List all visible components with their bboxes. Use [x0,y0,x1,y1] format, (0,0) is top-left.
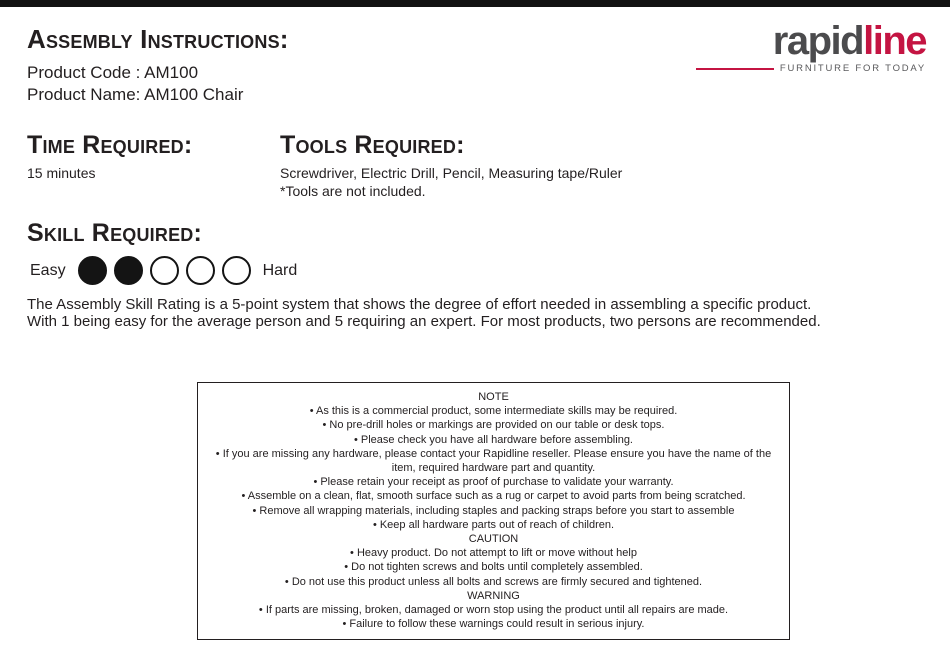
skill-required-heading: Skill Required: [27,219,203,247]
product-info [27,62,289,105]
note-item: • As this is a commercial product, some intermediate skills may be required. [309,405,678,418]
time-required-heading: Time Required: [27,131,193,159]
header [27,26,289,105]
time-required-value: 15 minutes [27,165,96,182]
logo-text-line: line [863,19,926,63]
warning-title: WARNING [467,589,520,602]
caution-title: CAUTION [468,533,519,546]
warning-item: • If parts are missing, broken, damaged or worn stop using the product until all repairs are made. [258,604,729,617]
warning-item: • Failure to follow these warnings could result in serious injury. [342,618,645,631]
skill-required-section [27,220,202,246]
logo-tagline-row [696,63,926,74]
tools-note: *Tools are not included. [280,182,426,199]
product-code: Product Code : AM100 [27,63,199,83]
top-black-bar [0,0,950,7]
caution-item: • Heavy product. Do not attempt to lift or move without help [350,547,637,560]
brand-logo [696,20,926,74]
caution-item: • Do not use this product unless all bolts and screws are firmly secured and tightened. [284,575,703,588]
hard-label: Hard [262,261,298,279]
tools-required-heading: Tools Required: [280,131,465,159]
time-required-section [27,132,192,183]
tools-required-section [280,132,622,200]
skill-rating [30,256,297,285]
skill-dot-1 [78,256,107,285]
note-item: • Keep all hardware parts out of reach of children. [372,518,615,531]
notice-box [197,382,790,640]
skill-rating-description [27,296,821,330]
note-item: • If you are missing any hardware, please contact your Rapidline reseller. Please ensure you have the name of the item, required hardware part and quantity. [215,447,772,475]
skill-description-line2: With 1 being easy for the average person and 5 requiring an expert. For most products, two persons are recommended. [27,313,821,330]
note-item: • Remove all wrapping materials, including staples and packing straps before you start to assemble [252,504,735,517]
skill-dot-4 [186,256,215,285]
skill-rating-dots [78,256,251,285]
skill-dot-2 [114,256,143,285]
skill-dot-5 [222,256,251,285]
note-item: • Please retain your receipt as proof of purchase to validate your warranty. [313,476,674,489]
caution-item: • Do not tighten screws and bolts until completely assembled. [344,561,643,574]
note-title: NOTE [478,391,509,403]
logo-wordmark [696,20,926,62]
note-item: • Assemble on a clean, flat, smooth surface such as a rug or carpet to avoid parts from being scratched. [241,490,746,503]
logo-tagline: FURNITURE FOR TODAY [779,63,926,74]
page-title: Assembly Instructions: [27,24,289,54]
logo-rule [696,68,774,70]
product-name: Product Name: AM100 Chair [27,84,244,104]
note-item: • No pre-drill holes or markings are provided on our table or desk tops. [322,419,665,432]
logo-text-rapid: rapid [772,19,864,63]
easy-label: Easy [30,261,66,279]
tools-list: Screwdriver, Electric Drill, Pencil, Measuring tape/Ruler [280,165,623,182]
note-item: • Please check you have all hardware before assembling. [353,433,633,446]
skill-description-line1: The Assembly Skill Rating is a 5-point system that shows the degree of effort needed in assembling a specific product. [27,296,812,313]
skill-dot-3 [150,256,179,285]
